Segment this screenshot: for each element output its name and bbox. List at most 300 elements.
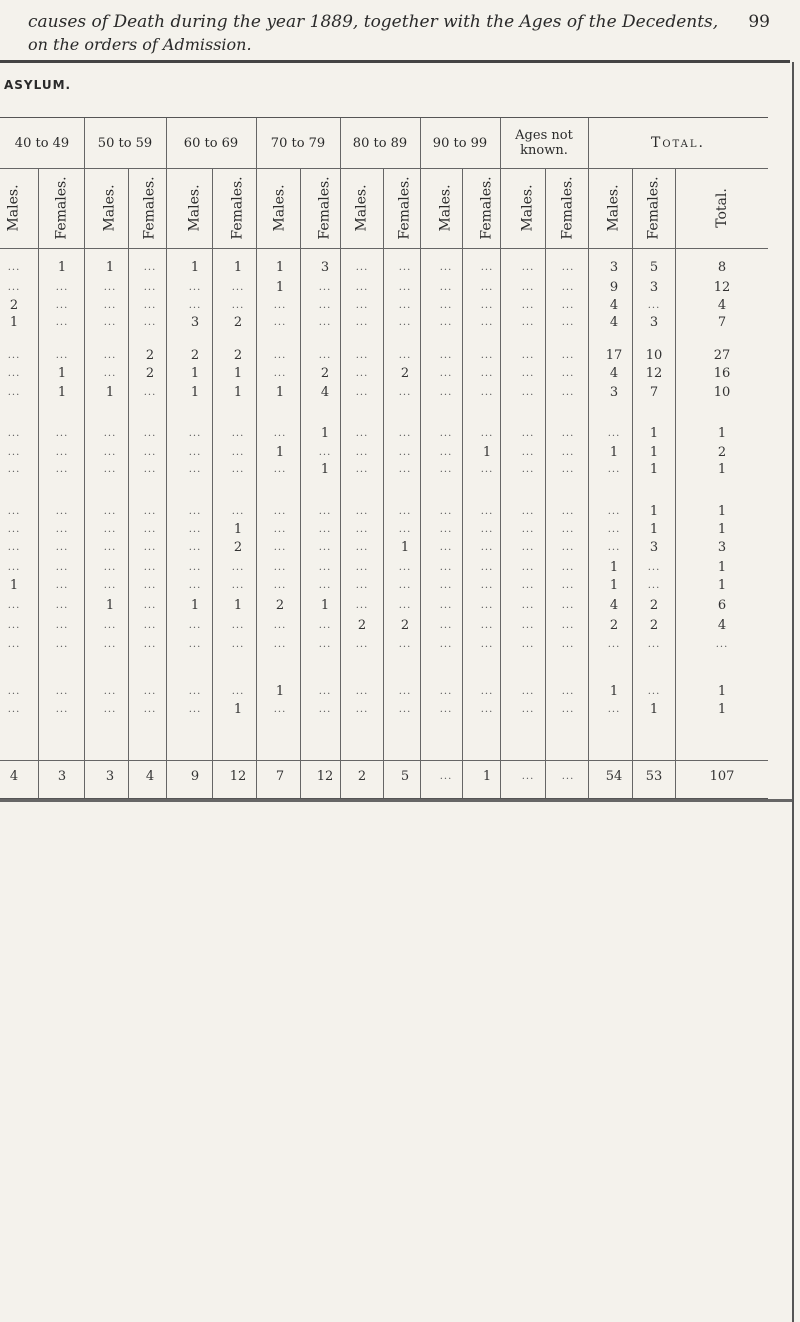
table-cell: ... [480,620,494,631]
table-cell: ... [398,350,412,361]
table-cell: ... [231,562,245,573]
table-cell: ... [273,542,287,553]
table-row [0,462,768,478]
table-cell: 4 [717,298,727,313]
table-row [0,445,768,461]
table-cell: ... [355,368,369,379]
table-cell: ... [273,464,287,475]
sex-subheader [638,168,670,248]
table-cell: 1 [649,445,659,460]
table-cell: ... [231,428,245,439]
table-cell: ... [231,464,245,475]
table-cell: 12 [713,280,731,295]
table-cell: 1 [190,260,200,275]
table-cell: 2 [275,598,285,613]
table-cell: ... [103,542,117,553]
table-cell: ... [398,428,412,439]
table-cell: ... [480,262,494,273]
table-cell: 2 [717,445,727,460]
table-cell: ... [7,542,21,553]
table-cell: ... [439,368,453,379]
table-cell: ... [143,464,157,475]
table-cell: 1 [482,445,492,460]
table-row [0,578,768,594]
table-cell: ... [55,580,69,591]
table-cell: 1 [105,385,115,400]
table-cell: ... [480,704,494,715]
table-cell: ... [398,317,412,328]
table-cell: ... [439,387,453,398]
table-cell: ... [647,562,661,573]
table-cell: ... [561,262,575,273]
table-cell: ... [143,620,157,631]
table-cell: 5 [649,260,659,275]
table-cell: ... [7,620,21,631]
table-cell: 1 [609,445,619,460]
table-cell: 12 [645,366,663,381]
table-cell: 4 [9,769,19,784]
table-cell: ... [521,524,535,535]
table-cell: ... [7,562,21,573]
table-cell: ... [318,506,332,517]
sex-subheader [264,168,296,248]
table-cell: ... [521,580,535,591]
table-cell: 53 [645,769,663,784]
table-cell: 4 [717,618,727,633]
table-cell: ... [7,368,21,379]
table-cell: ... [55,282,69,293]
table-cell: ... [521,464,535,475]
table-cell: ... [143,580,157,591]
table-cell: 1 [275,260,285,275]
table-cell: ... [355,542,369,553]
table-cell: ... [143,542,157,553]
table-cell: 1 [275,280,285,295]
table-cell: ... [143,506,157,517]
table-cell: 3 [320,260,330,275]
table-cell: ... [231,447,245,458]
table-cell: 16 [713,366,731,381]
table-cell: 1 [609,684,619,699]
table-cell: ... [561,506,575,517]
table-cell: ... [561,428,575,439]
sex-subheader [512,168,544,248]
table-cell: ... [480,368,494,379]
table-cell: 4 [609,315,619,330]
table-cell: 107 [709,769,735,784]
table-cell: ... [355,428,369,439]
table-cell: ... [7,704,21,715]
sex-subheader [471,168,503,248]
table-cell: ... [647,686,661,697]
table-cell: 4 [145,769,155,784]
table-cell: ... [273,350,287,361]
table-row [0,560,768,576]
table-cell: ... [439,447,453,458]
table-cell: 1 [275,385,285,400]
table-cell: ... [480,300,494,311]
table-cell: ... [521,387,535,398]
table-row [0,637,768,653]
table-cell: ... [521,282,535,293]
table-cell: ... [480,506,494,517]
table-cell: 1 [105,260,115,275]
sex-subheader-label: Females. [397,176,414,240]
table-cell: ... [55,350,69,361]
table-cell: ... [55,317,69,328]
table-cell: 2 [609,618,619,633]
table-cell: 1 [57,260,67,275]
table-cell: ... [355,562,369,573]
table-cell: ... [480,524,494,535]
table-cell: ... [398,600,412,611]
table-cell: ... [480,428,494,439]
table-cell: ... [318,639,332,650]
sex-subheader-label: Males. [520,184,536,232]
table-cell: ... [143,524,157,535]
table-cell: 10 [713,385,731,400]
table-cell: 9 [609,280,619,295]
table-cell: 12 [229,769,247,784]
sex-subheader [94,168,126,248]
sex-subheader [134,168,166,248]
sex-subheader-label: Females. [230,176,247,240]
table-cell: ... [355,506,369,517]
table-cell: ... [480,562,494,573]
table-cell: ... [561,542,575,553]
table-cell: 3 [57,769,67,784]
table-cell: ... [561,282,575,293]
table-cell: ... [318,580,332,591]
table-cell: ... [439,282,453,293]
table-cell: ... [607,524,621,535]
table-cell: ... [143,387,157,398]
table-cell: ... [521,506,535,517]
sex-subheader [222,168,254,248]
table-cell: 1 [233,366,243,381]
table-cell: 1 [320,598,330,613]
table-cell: 1 [400,540,410,555]
age-group-header: Ages not known. [515,128,573,158]
table-cell: ... [355,524,369,535]
table-cell: 2 [9,298,19,313]
table-cell: 1 [233,385,243,400]
table-cell: ... [355,282,369,293]
table-cell: ... [439,562,453,573]
table-cell: ... [398,704,412,715]
table-cell: ... [273,620,287,631]
sex-subheader-label: Males. [438,184,454,232]
table-cell: ... [521,350,535,361]
table-cell: ... [355,580,369,591]
table-cell: ... [439,524,453,535]
table-cell: ... [715,639,729,650]
table-cell: ... [231,506,245,517]
table-cell: ... [318,542,332,553]
table-row [0,298,768,314]
table-cell: 1 [275,445,285,460]
table-cell: 2 [400,366,410,381]
table-cell: 1 [649,522,659,537]
table-cell: ... [188,620,202,631]
table-cell: ... [273,580,287,591]
table-cell: ... [521,600,535,611]
table-cell: ... [561,580,575,591]
table-cell: ... [143,704,157,715]
table-cell: 2 [357,618,367,633]
table-row [0,522,768,538]
table-cell: 9 [190,769,200,784]
table-cell: ... [7,600,21,611]
table-cell: ... [188,447,202,458]
top-rule [0,60,790,63]
age-group-header: 40 to 49 [14,135,70,151]
table-cell: 1 [717,702,727,717]
table-cell: 6 [717,598,727,613]
page-heading-line2: on the orders of Admission. [28,35,252,54]
table-cell: ... [439,639,453,650]
table-cell: ... [231,580,245,591]
sex-subheader-label: Females. [317,176,334,240]
table-row [0,315,768,331]
table-cell: ... [318,562,332,573]
table-cell: ... [561,387,575,398]
table-cell: ... [318,704,332,715]
table-cell: ... [7,387,21,398]
table-cell: ... [7,282,21,293]
table-cell: 3 [649,540,659,555]
table-row [0,385,768,401]
table-cell: ... [318,620,332,631]
sex-subheader-label: Males. [606,184,622,232]
table-cell: ... [647,300,661,311]
table-cell: 2 [233,348,243,363]
table-cell: ... [398,282,412,293]
table-cell: 1 [190,385,200,400]
sex-subheader-label: Males. [187,184,203,232]
table-cell: 10 [645,348,663,363]
table-cell: 1 [233,702,243,717]
sex-subheader-label: Males. [6,184,22,232]
table-row [0,260,768,276]
table-cell: ... [55,620,69,631]
table-cell: ... [273,524,287,535]
table-row [0,540,768,556]
sex-subheader [598,168,630,248]
table-cell: ... [188,562,202,573]
table-cell: ... [561,600,575,611]
table-cell: 2 [320,366,330,381]
table-cell: ... [439,542,453,553]
table-cell: ... [103,524,117,535]
table-cell: ... [7,447,21,458]
table-cell: 7 [717,315,727,330]
table-cell: ... [273,704,287,715]
table-cell: ... [439,686,453,697]
table-cell: ... [439,428,453,439]
table-cell: 4 [609,598,619,613]
table-cell: ... [561,771,575,782]
table-cell: ... [480,387,494,398]
table-cell: ... [398,300,412,311]
table-cell: ... [188,506,202,517]
table-cell: 7 [275,769,285,784]
bottom-rule [0,799,792,802]
table-row [0,366,768,382]
table-cell: ... [561,447,575,458]
table-row [0,426,768,442]
table-cell: ... [521,317,535,328]
table-cell: 1 [57,385,67,400]
table-cell: ... [55,447,69,458]
table-cell: ... [398,447,412,458]
table-cell: ... [521,686,535,697]
table-cell: ... [480,350,494,361]
sex-subheader-label: Females. [142,176,159,240]
table-cell: ... [480,464,494,475]
table-cell: ... [521,447,535,458]
table-cell: ... [273,506,287,517]
table-cell: ... [398,506,412,517]
table-cell: ... [439,600,453,611]
table-cell: ... [103,428,117,439]
table-cell: ... [7,506,21,517]
table-cell: ... [103,620,117,631]
table-cell: ... [398,524,412,535]
table-cell: ... [188,704,202,715]
table-cell: 3 [649,280,659,295]
table-cell: ... [55,300,69,311]
table-cell: 1 [482,769,492,784]
table-cell: 1 [275,684,285,699]
sex-subheader-label: Total. [714,188,730,228]
age-group-header: 50 to 59 [97,135,153,151]
table-cell: ... [607,506,621,517]
table-cell: ... [188,542,202,553]
table-cell: ... [7,262,21,273]
table-cell: ... [355,317,369,328]
mortality-table [0,117,768,800]
table-cell: 7 [649,385,659,400]
table-cell: ... [143,428,157,439]
table-cell: ... [398,639,412,650]
table-cell: ... [188,686,202,697]
table-cell: ... [521,771,535,782]
table-cell: ... [480,542,494,553]
table-cell: ... [561,562,575,573]
table-cell: ... [7,639,21,650]
table-cell: ... [143,282,157,293]
table-cell: ... [521,542,535,553]
sex-subheader-label: Females. [646,176,663,240]
table-cell: ... [398,580,412,591]
table-cell: ... [7,464,21,475]
table-cell: ... [55,524,69,535]
table-row [0,504,768,520]
table-cell: ... [273,368,287,379]
age-group-header: 60 to 69 [183,135,239,151]
table-cell: ... [480,282,494,293]
table-cell: 1 [320,426,330,441]
table-cell: 2 [190,348,200,363]
table-cell: 1 [233,522,243,537]
table-cell: ... [7,686,21,697]
table-cell: ... [561,317,575,328]
table-cell: ... [355,639,369,650]
sex-subheader [430,168,462,248]
table-cell: ... [318,447,332,458]
table-cell: 2 [400,618,410,633]
table-cell: ... [439,317,453,328]
table-cell: ... [439,350,453,361]
table-cell: ... [398,464,412,475]
table-cell: 3 [609,385,619,400]
table-cell: 3 [717,540,727,555]
table-row [0,598,768,614]
table-cell: ... [55,428,69,439]
table-cell: ... [143,262,157,273]
table-cell: ... [355,350,369,361]
table-cell: ... [7,350,21,361]
table-cell: ... [103,506,117,517]
page-number: 99 [748,12,770,32]
table-cell: ... [55,639,69,650]
table-cell: ... [103,300,117,311]
totals-row [0,769,768,785]
table-cell: ... [231,686,245,697]
table-cell: ... [188,300,202,311]
table-cell: ... [55,704,69,715]
table-cell: 1 [649,462,659,477]
table-cell: ... [103,350,117,361]
table-cell: 2 [145,348,155,363]
table-cell: ... [188,639,202,650]
table-cell: 1 [717,560,727,575]
table-cell: ... [521,704,535,715]
table-cell: 8 [717,260,727,275]
table-cell: ... [318,350,332,361]
table-cell: ... [607,542,621,553]
table-row [0,684,768,700]
table-cell: ... [398,262,412,273]
table-cell: 1 [609,560,619,575]
sex-subheader [0,168,30,248]
table-cell: ... [561,464,575,475]
table-cell: ... [521,562,535,573]
table-cell: ... [7,428,21,439]
table-cell: 2 [145,366,155,381]
table-cell: 2 [233,540,243,555]
table-cell: ... [188,282,202,293]
table-row [0,702,768,718]
age-group-header: 70 to 79 [270,135,326,151]
table-cell: ... [355,447,369,458]
table-cell: ... [439,262,453,273]
age-group-header: 90 to 99 [432,135,488,151]
table-cell: 3 [609,260,619,275]
table-cell: ... [521,368,535,379]
table-cell: 4 [609,298,619,313]
table-cell: ... [143,300,157,311]
age-group-header: Total. [651,134,705,151]
table-cell: ... [439,506,453,517]
table-cell: 2 [649,618,659,633]
table-cell: ... [143,639,157,650]
table-cell: ... [55,562,69,573]
table-cell: 1 [320,462,330,477]
table-cell: ... [355,686,369,697]
sex-subheader-label: Males. [272,184,288,232]
